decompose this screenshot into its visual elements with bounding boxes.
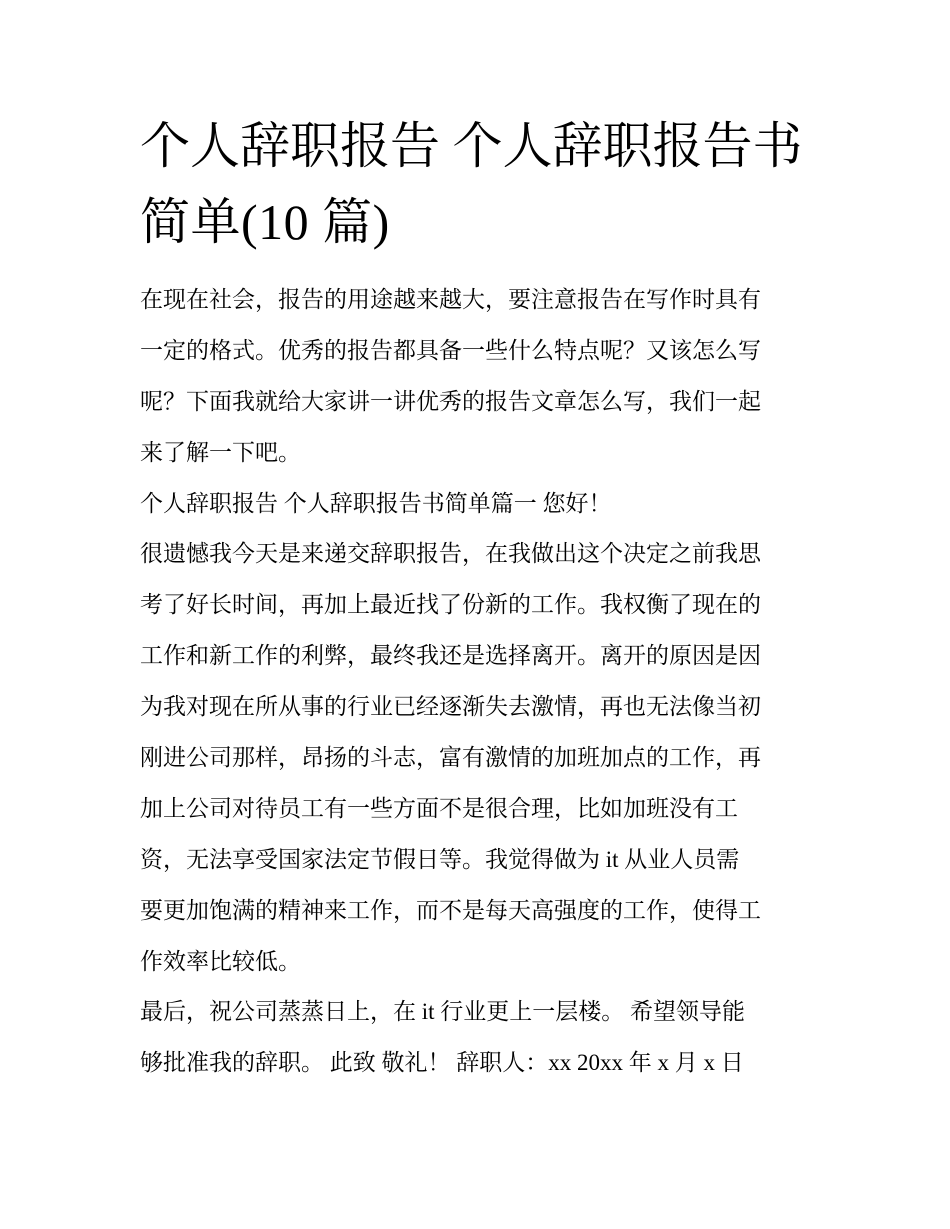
title-line: 个人辞职报告 个人辞职报告书 xyxy=(140,118,803,174)
paragraph-line: 工作和新工作的利弊，最终我还是选择离开。离开的原因是因 xyxy=(140,643,761,668)
paragraph-line: 呢？下面我就给大家讲一讲优秀的报告文章怎么写，我们一起 xyxy=(140,389,761,414)
paragraph-line: 作效率比较低。 xyxy=(140,949,301,974)
paragraph-line: 在现在社会，报告的用途越来越大，要注意报告在写作时具有 xyxy=(140,287,761,312)
title-line: 简单(10 篇) xyxy=(140,194,390,250)
paragraph-line: 刚进公司那样，昂扬的斗志，富有激情的加班加点的工作，再 xyxy=(140,745,761,770)
paragraph-line: 够批准我的辞职。 此致 敬礼！ 辞职人：xx 20xx 年 x 月 x 日 xyxy=(140,1050,744,1075)
paragraph-line: 考了好长时间，再加上最近找了份新的工作。我权衡了现在的 xyxy=(140,592,761,617)
paragraph-line: 要更加饱满的精神来工作，而不是每天高强度的工作，使得工 xyxy=(140,898,761,923)
closing-paragraph xyxy=(140,986,830,1088)
section-heading xyxy=(140,478,830,529)
paragraph-line: 为我对现在所从事的行业已经逐渐失去激情，再也无法像当初 xyxy=(140,694,761,719)
document-title xyxy=(140,108,820,260)
section-heading-text: 个人辞职报告 个人辞职报告书简单篇一 您好！ xyxy=(140,491,612,516)
paragraph-line: 来了解一下吧。 xyxy=(140,440,301,465)
paragraph-line: 加上公司对待员工有一些方面不是很合理，比如加班没有工 xyxy=(140,796,738,821)
paragraph-line: 很遗憾我今天是来递交辞职报告，在我做出这个决定之前我思 xyxy=(140,541,761,566)
paragraph-line: 资，无法享受国家法定节假日等。我觉得做为 it 从业人员需 xyxy=(140,847,740,872)
paragraph-line: 一定的格式。优秀的报告都具备一些什么特点呢？又该怎么写 xyxy=(140,338,761,363)
intro-paragraph xyxy=(140,274,830,478)
paragraph-line: 最后，祝公司蒸蒸日上，在 it 行业更上一层楼。 希望领导能 xyxy=(140,999,746,1024)
body-paragraph xyxy=(140,528,830,987)
